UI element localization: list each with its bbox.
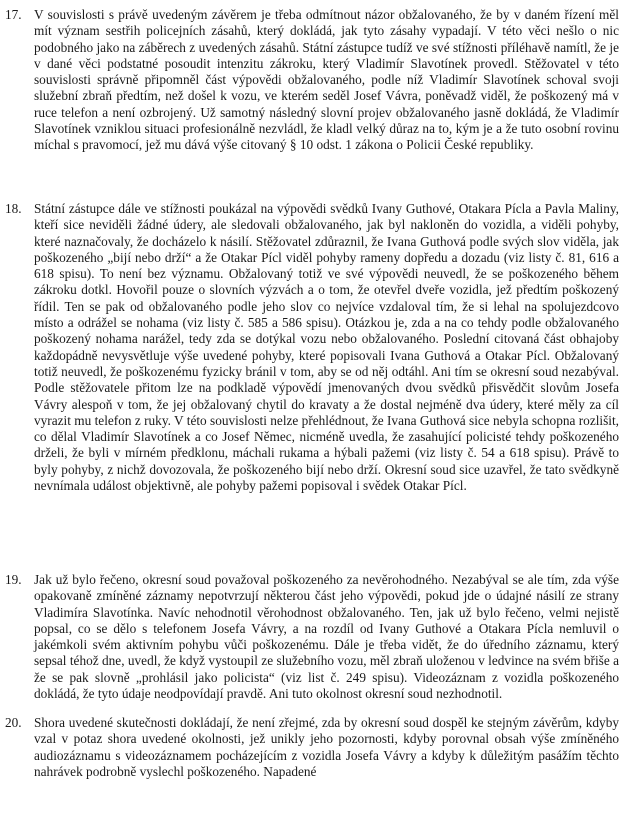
paragraph-text: Státní zástupce dále ve stížnosti poukázal na výpovědi svědků Ivany Guthové, Otakara Pícla a Pavla Maliny, kteří sice neviděli žádné údery, ale sledovali obžalovaného, jak byl nakloněn do vozidla, a viděli pohyby, které naznačovaly, že docházelo k násilí. Stěžovatel zdůraznil, že Ivana Guthová podle svých slov viděla, jak poškozeného „bijí nebo drží“ a že Otakar Pícl viděl pohyby rameny dopředu a dozadu (viz listy č. 81, 616 a 618 spisu). To není bez významu. Obžalovaný totiž ve své výpovědi neuvedl, že se poškozeného během zákroku dotkl. Hovořil pouze o slovních výzvách a o tom, že otevřel dveře vozidla, jež předtím poškozený řídil. Ten se pak od obžalovaného podle jeho slov co nejvíce vzdaloval tím, že si lehal na spolujezdcovo místo a odrážel se nohama (viz listy č. 585 a 586 spisu). Otázkou je, zda a na co tehdy podle obžalovaného poškozený nohama narážel, tedy zda se dotýkal vozu nebo obžalovaného. Poslední citovaná část obhajoby každopádně nevysvětluje výše uvedené pohyby, které popisovali Ivana Guthová a Otakar Pícl. Obžalovaný totiž neuvedl, že poškozenému fyzicky bránil v tom, aby se od něj odtáhl. Ani tím se okresní soud nezabýval. Podle stěžovatele přitom lze na podkladě výpovědí jmenovaných dvou svědků přisvědčit slovům Josefa Vávry alespoň v tom, že jej obžalovaný chytil do kravaty a že dostal nejméně dva údery, které měly za cíl vyrazit mu telefon z ruky. V této souvislosti nelze přehlédnout, že Ivana Guthová sice nebyla schopna rozlišit, co dělal Vladimír Slavotínek a co Josef Němec, nicméně uvedla, že zasahující policisté tehdy poškozeného drželi, že byli v mírném předklonu, máchali rukama a hýbali pažemi (viz listy č. 54 a 618 spisu). Právě to byly pohyby, z nichž dovozovala, že poškozeného bijí nebo drží. Okresní soud sice uzavřel, že tato svědkyně nevnímala událost objektivně, ale pohyby pažemi popisoval i svědek Otakar Pícl. [34,201,619,494]
paragraph-number: 19. [5,572,22,587]
paragraph-text: Shora uvedené skutečnosti dokládají, že není zřejmé, zda by okresní soud dospěl ke stejným závěrům, kdyby vzal v potaz shora uvedené okolnosti, jež unikly jeho pozornosti, kdyby porovnal obsah výše zmíněného audiozáznamu s videozáznamem pocházejícím z vozidla Josefa Vávry a kdyby k důležitým pasážím těchto nahrávek podrobně vyslechl poškozeného. Napadené [34,715,619,779]
paragraph-18 [5,201,619,494]
paragraph-number: 20. [5,715,22,730]
paragraph-text: Jak už bylo řečeno, okresní soud považoval poškozeného za nevěrohodného. Nezabýval se ale tím, zda výše opakovaně zmíněné záznamy nepotvrzují některou část jeho výpovědi, pokud jde o údajné násilí ze strany Vladimíra Slavotínka. Navíc nehodnotil věrohodnost obžalovaného. Ten, jak už bylo řečeno, velmi nejistě popsal, co se dělo s telefonem Josefa Vávry, a na rozdíl od Ivany Guthové a Otakara Pícla nemluvil o jakémkoli svém aktivním pohybu vůči poškozenému. Dále je třeba vidět, že do úředního záznamu, který sepsal téhož dne, uvedl, že když vystoupil ze služebního vozu, měl zbraň uloženou v ledvince na svém břiše a že se pak slovně „prohlásil jako policista“ (viz list č. 249 spisu). Videozáznam z vozidla poškozeného dokládá, že tyto údaje neodpovídají pravdě. Ani tuto okolnost okresní soud nezhodnotil. [34,572,619,702]
paragraph-text: V souvislosti s právě uvedeným závěrem je třeba odmítnout názor obžalovaného, že by v daném řízení mě‌l mít význam sestřih policejních zásahů, který dokládá, jak tyto zásahy vypadají. V této věci nešlo o nic podobného jako na záběrech z uvedených zásahů. Státní zástupce tudíž ve své stížnosti příléhavě namítl, že je v dané věci podstatné posoudit intenzitu zákroku, který Vladimír Slavotínek provedl. Stěžovatel v této souvislosti správně připomněl část výpovědi obžalovaného, podle níž Vladimír Slavotínek schoval svoji služební zbraň předtím, než došel k vozu, ve kterém seděl Josef Vávra, poněvadž viděl, že poškozený má v ruce telefon a není ozbrojený. Už samotný následný slovní projev obžalovaného jasně dokládá, že Vladimír Slavotínek vzniklou situaci profesionálně nezvládl, že kladl velký důraz na to, kým je a že tuto osobní rovinu míchal s pravomocí, jež mu dává výše citovaný § 10 odst. 1 zákona o Policii České republiky. [34,7,619,153]
paragraph-number: 18. [5,201,22,216]
paragraph-19 [5,572,619,702]
paragraph-20 [5,715,619,780]
paragraph-17 [5,7,619,154]
paragraph-number: 17. [5,7,22,22]
